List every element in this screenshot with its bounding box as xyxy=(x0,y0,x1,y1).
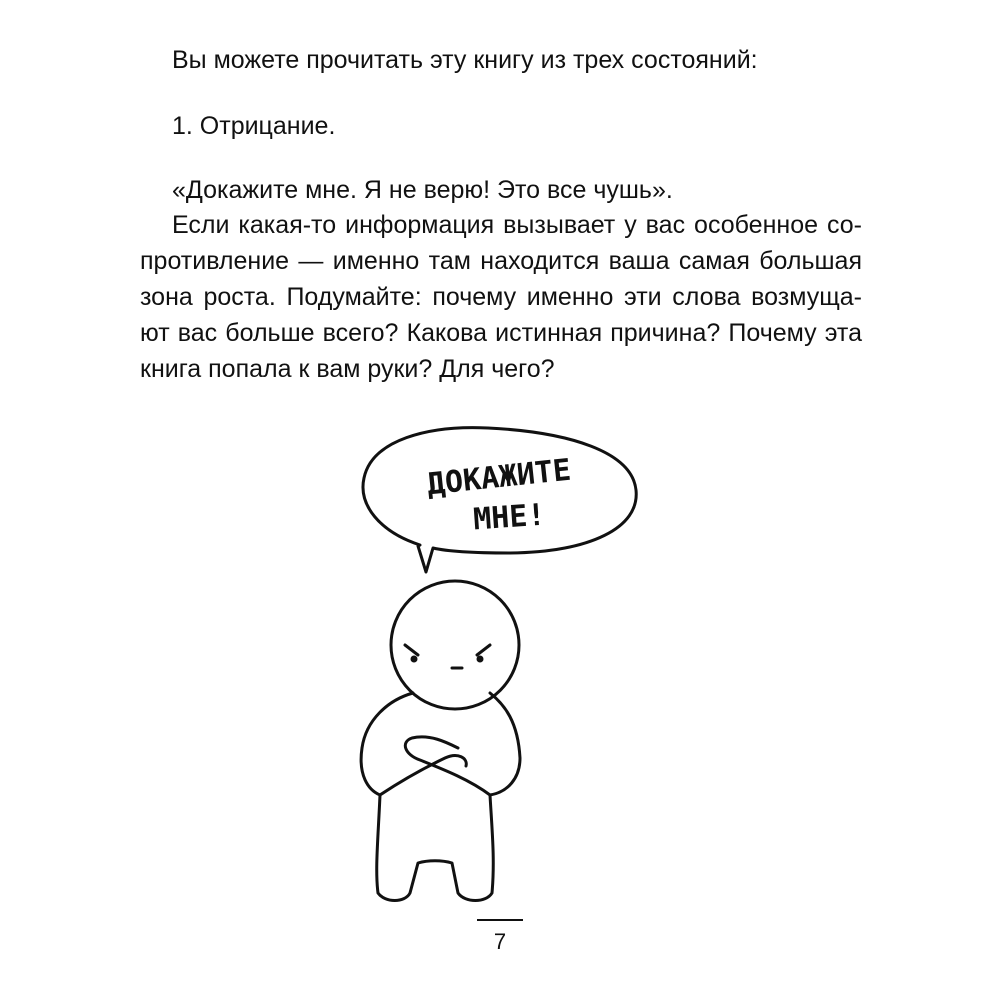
figure-arm-right xyxy=(405,737,490,795)
figure-eye-right xyxy=(477,656,484,663)
body-paragraph: Если какая-то информация вызывает у вас особенное со-противление — именно там находится ваша самая большая зона роста. Подумайте: почему именно эти слова возмуща-ют вас больше всего? Какова истинная причина? Почему эта книга попала к вам руки? Для чего? xyxy=(140,211,862,383)
figure-head xyxy=(391,581,519,709)
intro-paragraph: Вы можете прочитать эту книгу из трех состояний: xyxy=(172,46,758,74)
figure-brow-right xyxy=(477,645,490,655)
figure-eye-left xyxy=(411,656,418,663)
figure-body-left xyxy=(361,693,520,901)
speech-text-line-1: ДОКАЖИТЕ xyxy=(425,452,573,503)
quote-paragraph: «Докажите мне. Я не верю! Это все чушь». xyxy=(172,176,673,204)
figure-brow-left xyxy=(405,645,418,655)
section-heading: 1. Отрицание. xyxy=(172,112,336,140)
page-number-rule xyxy=(477,919,523,921)
skeptical-figure-icon xyxy=(340,410,660,910)
speech-text-line-2: МНЕ! xyxy=(472,497,547,538)
page-number: 7 xyxy=(493,929,507,954)
